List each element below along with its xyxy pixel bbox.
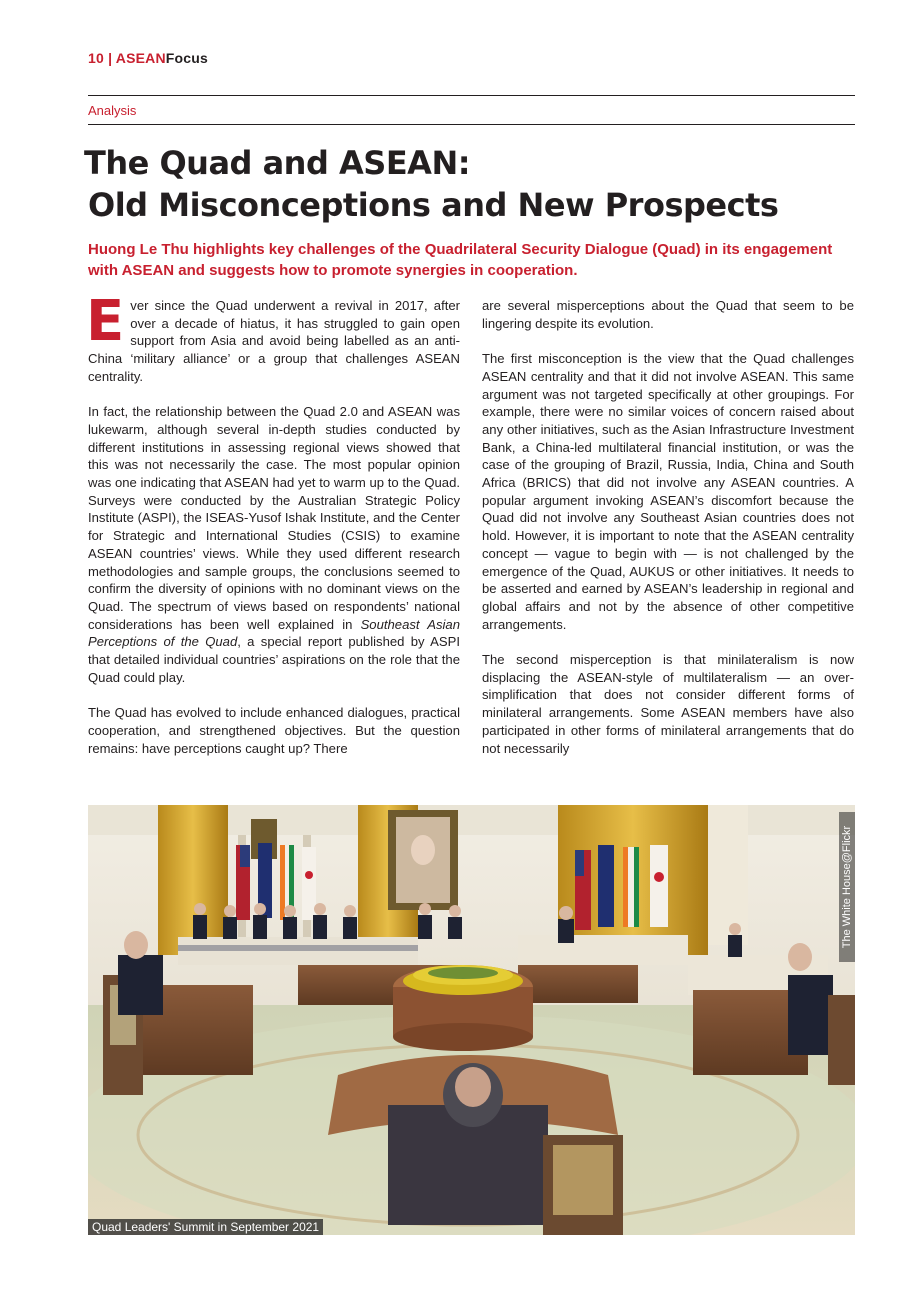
photo-caption: Quad Leaders' Summit in September 2021 — [88, 1219, 323, 1235]
photo-credit-text: The White House@Flickr — [839, 812, 855, 962]
column-left — [86, 289, 460, 775]
section-rule — [88, 124, 855, 125]
top-rule — [88, 95, 855, 96]
page-number: 10 — [88, 50, 104, 66]
title-line-2: Old Misconceptions and New Prospects — [88, 186, 779, 224]
author-name: Huong Le Thu — [88, 241, 189, 258]
article-title — [84, 142, 864, 226]
section-label: Analysis — [88, 103, 137, 118]
paragraph-2 — [88, 403, 460, 686]
paragraph-3: The Quad has evolved to include enhanced dialogues, practical cooperation, and strengthened objectives. But the question remains: have perceptions caught up? There — [88, 705, 460, 756]
summit-photo — [88, 805, 855, 1235]
paragraph-1-text: ver since the Quad underwent a revival in 2017, after over a decade of hiatus, it has struggled to gain open support from Asia and avoid being labelled as an anti-China ‘military alliance’ or a group that challenges ASEAN centrality. — [88, 298, 460, 384]
paragraph-4: are several misperceptions about the Quad that seem to be lingering despite its evolution. — [482, 298, 854, 331]
running-header — [88, 50, 208, 66]
title-line-1: The Quad and ASEAN: — [84, 144, 471, 182]
brand-asean: ASEAN — [115, 50, 166, 66]
standfirst — [88, 239, 858, 281]
brand-focus: Focus — [165, 50, 209, 66]
drop-cap: E — [86, 289, 125, 354]
photo-credit — [839, 812, 855, 962]
paragraph-5: The first misconception is the view that the Quad challenges ASEAN centrality and that it did not involve ASEAN. This same argument was not targeted specifically at other groupings. For example, there were no similar voices of concern raised about any other initiatives, such as the Asian Infrastructure Investment Bank, a China-led multilateral financial institution, or was the case of the grouping of Brazil, Russia, India, China and South Africa (BRICS) that did not involve any ASEAN countries. A popular argument invoking ASEAN’s discomfort because the Quad did not involve any Southeast Asian countries does not hold. However, it is important to note that the ASEAN centrality concept — vague to begin with — is not challenged by the emergence of the Quad, AUKUS or other initiatives. It needs to be asserted and earned by ASEAN’s leadership in regional and global affairs and not by the absence of other competitive arrangements. — [482, 351, 854, 632]
standfirst-text: highlights key challenges of the Quadrilateral Security Dialogue (Quad) in its engagement with ASEAN and suggests how to promote synergies in cooperation. — [88, 241, 833, 279]
paragraph-2-text-a: In fact, the relationship between the Quad 2.0 and ASEAN was lukewarm, although several in-depth studies conducted by different institutions in assessing regional views showed that this was not necessarily the case. The most popular opinion was one indicating that ASEAN had yet to warm up to the Quad. Surveys were conducted by the Australian Strategic Policy Institute (ASPI), the ISEAS-Yusof Ishak Institute, and the Center for Strategic and International Studies (CSIS) to examine ASEAN countries’ views. While they used different research methodologies and sample groups, the conclusions seemed to confirm the diversity of opinions with no dominant views on the Quad. The spectrum of views based on respondents’ national considerations has been well explained in — [88, 404, 460, 632]
summit-photo-illustration — [88, 805, 855, 1235]
paragraph-6: The second misperception is that minilateralism is now displacing the ASEAN-style of multilateralism — an over-simplification that does not consider different forms of minilateral arrangements. Some ASEAN members have also participated in other forms of minilateral arrangements that do not necessarily — [482, 652, 854, 756]
paragraph-2-text-b: , a special report published by ASPI that detailed individual countries’ aspirations on the role that the Quad could play. — [88, 634, 460, 685]
column-right — [482, 297, 854, 775]
report-title: Southeast Asian Perceptions of the Quad — [88, 616, 460, 650]
paragraph-1 — [86, 289, 460, 386]
header-separator: | — [103, 50, 116, 66]
